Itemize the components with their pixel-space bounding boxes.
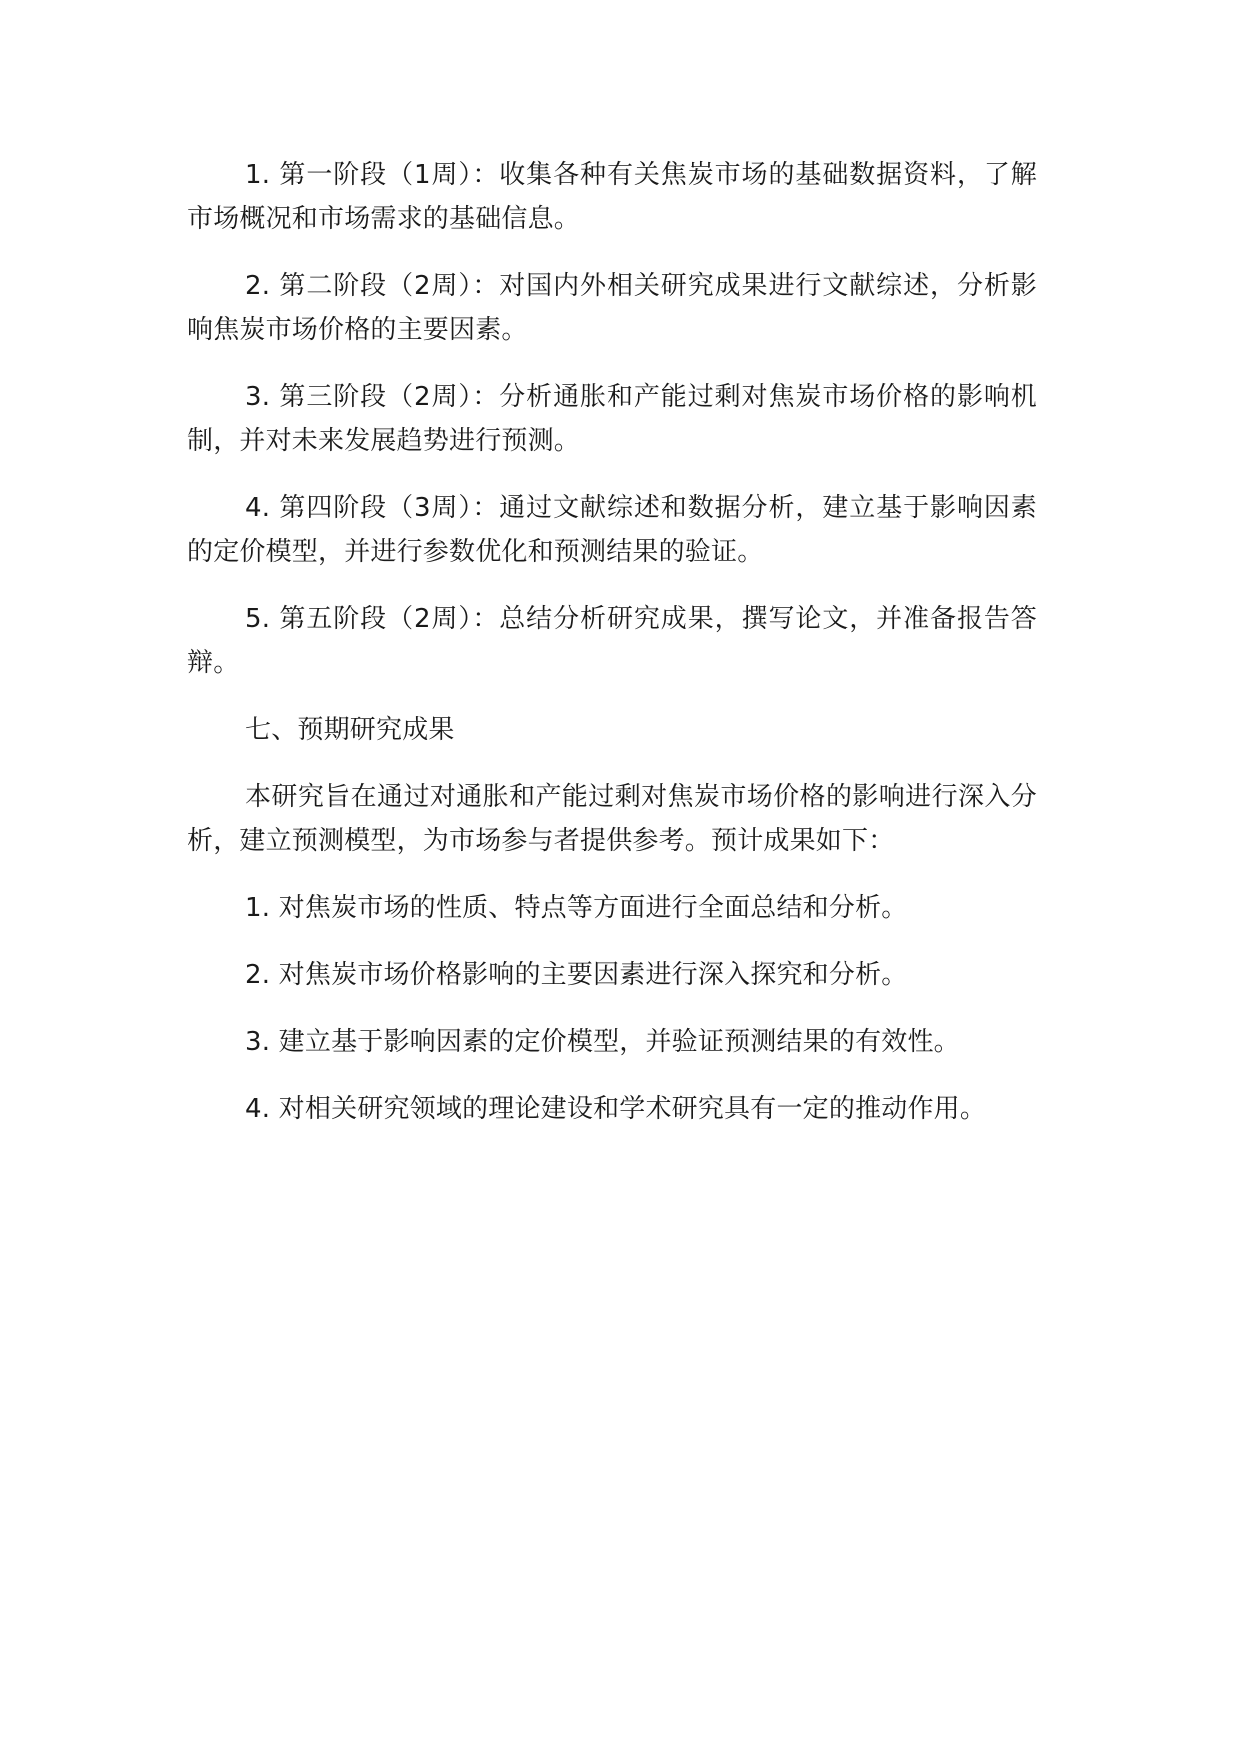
document-body — [187, 153, 1037, 1154]
result-item-2: 2. 对焦炭市场价格影响的主要因素进行深入探究和分析。 — [245, 960, 908, 990]
section-heading: 七、预期研究成果 — [245, 715, 455, 745]
result-item-1: 1. 对焦炭市场的性质、特点等方面进行全面总结和分析。 — [245, 893, 908, 923]
section-intro-paragraph: 本研究旨在通过对通胀和产能过剩对焦炭市场价格的影响进行深入分析，建立预测模型，为市场参与者提供参考。预计成果如下： — [187, 782, 1037, 856]
phase-paragraph-2: 2. 第二阶段（2周）：对国内外相关研究成果进行文献综述，分析影响焦炭市场价格的主要因素。 — [187, 271, 1037, 345]
phase-paragraph-1: 1. 第一阶段（1周）：收集各种有关焦炭市场的基础数据资料，了解市场概况和市场需求的基础信息。 — [187, 160, 1037, 234]
phase-paragraph-4: 4. 第四阶段（3周）：通过文献综述和数据分析，建立基于影响因素的定价模型，并进行参数优化和预测结果的验证。 — [187, 493, 1037, 567]
phase-paragraph-3: 3. 第三阶段（2周）：分析通胀和产能过剩对焦炭市场价格的影响机制，并对未来发展趋势进行预测。 — [187, 382, 1037, 456]
result-item-3: 3. 建立基于影响因素的定价模型，并验证预测结果的有效性。 — [245, 1027, 960, 1057]
phase-paragraph-5: 5. 第五阶段（2周）：总结分析研究成果，撰写论文，并准备报告答辩。 — [187, 604, 1037, 678]
result-item-4: 4. 对相关研究领域的理论建设和学术研究具有一定的推动作用。 — [245, 1094, 987, 1124]
